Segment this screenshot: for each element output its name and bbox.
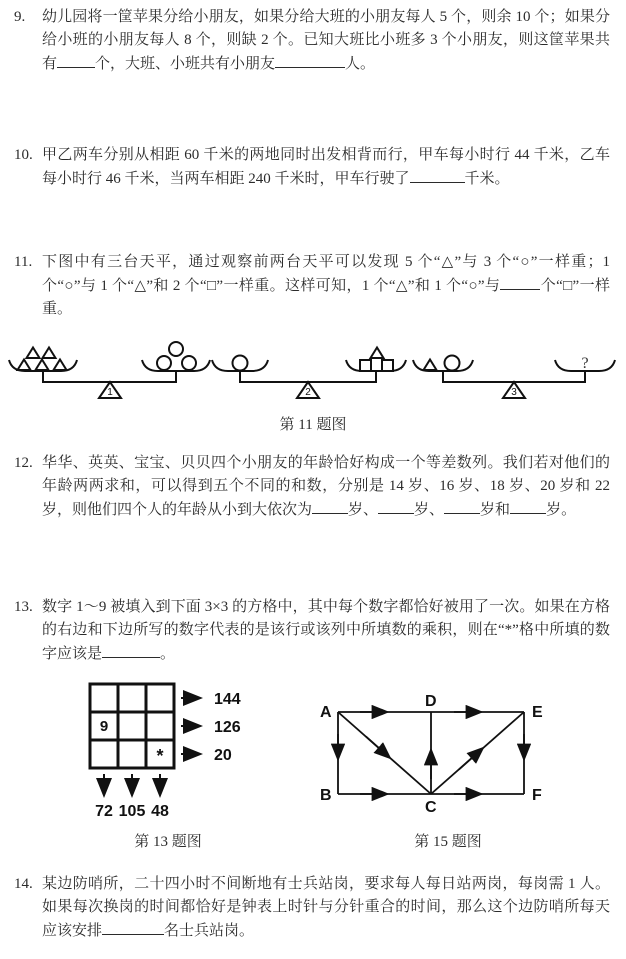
- square-shape: [382, 360, 393, 371]
- problem-10-segment-2: 千米。: [464, 171, 510, 187]
- problem-12-segment-3: 岁、: [414, 502, 445, 518]
- problem-9-segment-2: 个，大班、小班共有小朋友: [95, 56, 276, 72]
- problem-14-segment-2: 名士兵站岗。: [164, 923, 255, 939]
- row-arrows: [181, 698, 199, 754]
- arrow-C-to-E-icon: [459, 749, 482, 770]
- problem-12-segment-2: 岁、: [348, 502, 379, 518]
- problem-10-text: [42, 144, 610, 191]
- figure-13-product-grid: [78, 676, 268, 822]
- circle-shape: [157, 356, 171, 370]
- balance-3-question-mark: ?: [581, 355, 589, 372]
- vertex-label-E: E: [532, 704, 543, 721]
- balance-2-right-items: [360, 348, 393, 372]
- figure-13-caption: 第 13 题图: [134, 834, 202, 850]
- problem-12-segment-1: 华华、英英、宝宝、贝贝四个小朋友的年龄恰好构成一个等差数列。我们若对他们的年龄两两求和，可以得到五个不同的和数，分别是 14 岁、16 岁、18 岁、20 岁和 22 岁，则他们四个人的年龄从小到大依次为: [42, 455, 610, 518]
- figure-15-directed-graph: [318, 694, 554, 820]
- grid-cell-star: *: [156, 746, 164, 766]
- problem-12: [14, 452, 610, 522]
- problem-12-blank-2: [378, 498, 414, 514]
- vertex-label-C: C: [425, 799, 437, 816]
- balance-3-fulcrum-label: 3: [511, 387, 517, 398]
- problem-9-text: [42, 6, 610, 76]
- problem-13-text: [42, 596, 610, 666]
- problem-9: [14, 6, 610, 76]
- problem-9-blank-1: [57, 52, 95, 68]
- balance-1-fulcrum-label: 1: [107, 387, 113, 398]
- vertex-label-B: B: [320, 787, 332, 804]
- vertex-label-D: D: [425, 694, 437, 710]
- balance-2-right-pan: [346, 360, 406, 371]
- problem-12-segment-5: 岁。: [546, 502, 577, 518]
- figure-15-caption: 第 15 题图: [414, 834, 482, 850]
- balance-1-left-items: [18, 348, 67, 371]
- problem-11-blank-1: [500, 274, 540, 290]
- problem-12-blank-4: [510, 498, 546, 514]
- problem-14-segment-1: 某边防哨所，二十四小时不间断地有士兵站岗，要求每人每日站两岗，每岗需 1 人。如果每次换岗的时间都恰好是钟表上时针与分针重合的时间，那么这个边防哨所每天应该安排: [42, 876, 610, 939]
- circle-shape: [445, 356, 460, 371]
- circle-shape: [169, 342, 183, 356]
- problem-9-segment-1: 幼儿园将一筐苹果分给小朋友，如果分给大班的小朋友每人 5 个，则余 10 个；如果分给小班的小朋友每人 8 个，则缺 2 个。已知大班比小班多 3 个小朋友，则这筐苹果共有: [42, 9, 610, 72]
- problem-11-text: [42, 251, 610, 321]
- problem-11-segment-1: 下图中有三台天平，通过观察前两台天平可以发现 5 个“△”与 3 个“○”一样重；1 个“○”与 1 个“△”和 2 个“□”一样重。这样可知，1 个“△”和 1 个“○”与: [42, 254, 610, 294]
- grid-cell-9: 9: [99, 718, 109, 735]
- problem-10-number: 10.: [14, 147, 33, 163]
- triangle-shape: [424, 360, 437, 371]
- problem-9-number: 9.: [14, 9, 26, 25]
- problem-14-number: 14.: [14, 876, 33, 892]
- problem-13-segment-2: 。: [160, 646, 176, 662]
- problem-11-number: 11.: [14, 254, 33, 270]
- balance-1-beam: [43, 371, 176, 382]
- problem-10-blank-1: [410, 167, 465, 183]
- figure-11-balance-scales: [0, 330, 626, 402]
- problem-10: [14, 144, 610, 191]
- square-shape: [360, 360, 371, 371]
- problem-9-blank-2: [275, 52, 345, 68]
- problem-12-segment-4: 岁和: [480, 502, 511, 518]
- problem-12-number: 12.: [14, 455, 33, 471]
- balance-1-right-items: [157, 342, 196, 370]
- balance-2-fulcrum-label: 2: [305, 387, 311, 398]
- vertex-label-F: F: [532, 787, 542, 804]
- problem-11-segment-2: 个“□”一样重。: [42, 278, 610, 317]
- col-product-3: 48: [151, 803, 169, 820]
- balance-3-left-items: [424, 356, 460, 371]
- column-arrows: [104, 774, 160, 794]
- balance-3-left-pan: [413, 360, 473, 371]
- circle-shape: [182, 356, 196, 370]
- col-product-1: 72: [95, 803, 113, 820]
- problem-12-text: [42, 452, 610, 522]
- problem-12-blank-1: [312, 498, 348, 514]
- balance-2-left-items: [233, 356, 248, 371]
- row-product-3: 20: [214, 747, 232, 764]
- problem-13: [14, 596, 610, 666]
- problem-14-blank-1: [102, 919, 164, 935]
- triangle-shape: [36, 360, 49, 371]
- problem-14: [14, 873, 610, 943]
- problem-13-segment-1: 数字 1～9 被填入到下面 3×3 的方格中，其中每个数字都恰好被用了一次。如果在方格的右边和下边所写的数字代表的是该行或该列中所填数的乘积，则在“*”格中所填的数字应该是: [42, 599, 610, 662]
- row-product-1: 144: [214, 691, 241, 708]
- col-product-2: 105: [118, 803, 146, 820]
- triangle-shape: [27, 348, 40, 359]
- problem-11: [14, 251, 610, 321]
- balance-1-right-pan: [142, 360, 210, 371]
- circle-shape: [233, 356, 248, 371]
- problem-9-segment-3: 人。: [345, 56, 376, 72]
- row-product-2: 126: [214, 719, 241, 736]
- problem-10-segment-1: 甲乙两车分别从相距 60 千米的两地同时出发相背而行，甲车每小时行 44 千米，乙车每小时行 46 千米，当两车相距 240 千米时，甲车行驶了: [42, 147, 610, 187]
- triangle-shape: [43, 348, 56, 359]
- problem-13-number: 13.: [14, 599, 33, 615]
- arrow-A-to-C-icon: [366, 737, 389, 758]
- triangle-shape: [371, 348, 384, 359]
- figure-11-caption: 第 11 题图: [279, 417, 347, 433]
- triangle-shape: [18, 360, 31, 371]
- problem-13-blank-1: [102, 642, 160, 658]
- problem-12-blank-3: [444, 498, 480, 514]
- problem-14-text: [42, 873, 610, 943]
- vertex-label-A: A: [320, 704, 332, 721]
- triangle-shape: [54, 360, 67, 371]
